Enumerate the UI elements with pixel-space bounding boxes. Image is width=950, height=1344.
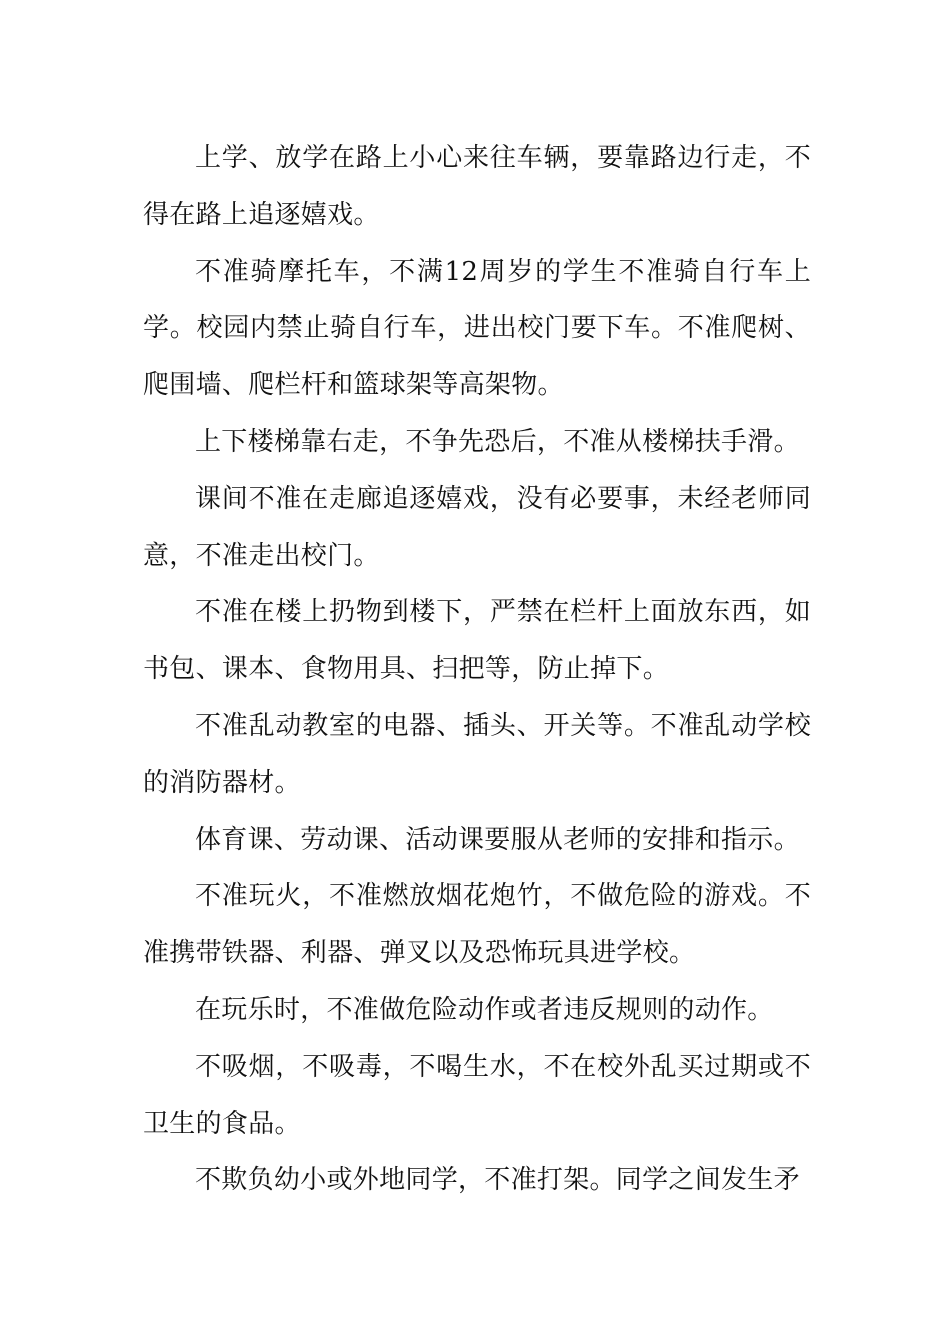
paragraph: 不准在楼上扔物到楼下，严禁在栏杆上面放东西，如书包、课本、食物用具、扫把等，防止掉下。 (143, 597, 811, 685)
paragraph: 课间不准在走廊追逐嬉戏，没有必要事，未经老师同意，不准走出校门。 (143, 483, 811, 571)
paragraph: 不准骑摩托车，不满12周岁的学生不准骑自行车上学。校园内禁止骑自行车，进出校门要下车。不准爬树、爬围墙、爬栏杆和篮球架等高架物。 (143, 256, 811, 401)
paragraph: 不准乱动教室的电器、插头、开关等。不准乱动学校的消防器材。 (143, 710, 811, 798)
paragraph: 不吸烟，不吸毒，不喝生水，不在校外乱买过期或不卫生的食品。 (143, 1051, 811, 1139)
paragraph: 在玩乐时，不准做危险动作或者违反规则的动作。 (195, 994, 774, 1025)
paragraph: 体育课、劳动课、活动课要服从老师的安排和指示。 (195, 824, 800, 855)
paragraph: 不准玩火，不准燃放烟花炮竹，不做危险的游戏。不准携带铁器、利器、弹叉以及恐怖玩具进学校。 (143, 881, 811, 969)
document-body (143, 130, 811, 1209)
paragraph: 不欺负幼小或外地同学，不准打架。同学之间发生矛 (195, 1165, 800, 1196)
paragraph: 上下楼梯靠右走，不争先恐后，不准从楼梯扶手滑。 (195, 426, 800, 457)
paragraph: 上学、放学在路上小心来往车辆，要靠路边行走，不得在路上追逐嬉戏。 (143, 143, 811, 230)
